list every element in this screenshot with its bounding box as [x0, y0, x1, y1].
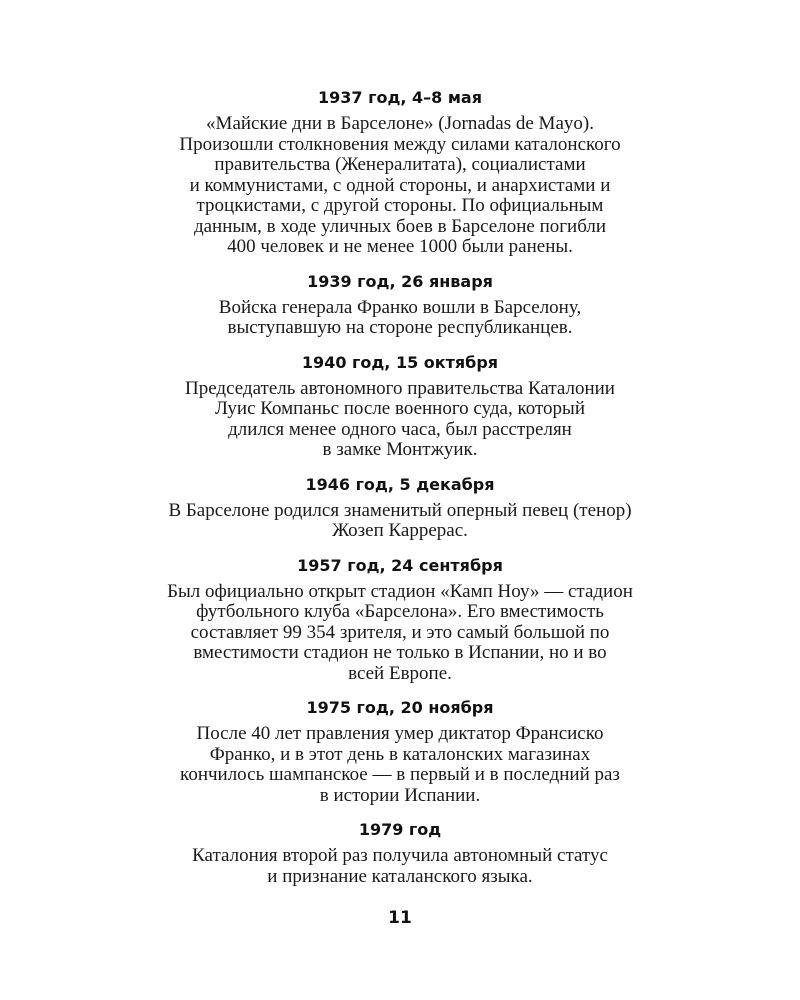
entry-heading: 1937 год, 4–8 мая	[317, 88, 482, 107]
text-line: Каталония второй раз получила автономный статус	[192, 845, 608, 866]
text-line: в истории Испании.	[319, 784, 481, 806]
text-line: 400 человек и не менее 1000 были ранены.	[227, 236, 573, 257]
timeline	[90, 86, 710, 899]
entry-heading: 1957 год, 24 сентября	[297, 555, 503, 575]
text-line: Жозеп Каррерас.	[332, 520, 468, 541]
text-line: Войска генерала Франко вошли в Барселону,	[218, 296, 582, 318]
text-line: Франко, и в этот день в каталонских магазинах	[209, 743, 591, 765]
entry-heading: 1975 год, 20 ноября	[306, 698, 494, 717]
text-line: и коммунистами, с одной стороны, и анархистами и	[189, 174, 611, 196]
entry-text	[90, 582, 710, 685]
text-line: троцкистами, с другой стороны. По официальным	[196, 195, 604, 216]
text-line: В Барселоне родился знаменитый оперный певец (тенор)	[168, 499, 632, 521]
timeline-entry	[90, 554, 710, 685]
timeline-entry	[90, 696, 710, 806]
text-line: выступавшую на стороне республиканцев.	[227, 317, 573, 338]
entry-heading: 1940 год, 15 октября	[301, 352, 499, 372]
entry-text	[90, 114, 710, 258]
text-line: всей Европе.	[348, 662, 452, 684]
entry-text	[90, 379, 710, 461]
entry-heading: 1946 год, 5 декабря	[305, 474, 495, 494]
timeline-entry	[90, 270, 710, 339]
timeline-entry	[90, 818, 710, 887]
entry-text	[90, 501, 710, 542]
text-line: «Майские дни в Барселоне» (Jornadas de Mayo).	[206, 113, 594, 134]
entry-heading: 1939 год, 26 января	[307, 271, 493, 291]
entry-text	[90, 724, 710, 806]
timeline-entry	[90, 473, 710, 542]
timeline-entry	[90, 86, 710, 258]
text-line: футбольного клуба «Барселона». Его вместимость	[196, 601, 604, 622]
text-line: кончилось шампанское — в первый и в последний раз	[180, 764, 620, 785]
text-line: Был официально открыт стадион «Камп Ноу» — стадион	[167, 580, 633, 602]
entry-text	[90, 846, 710, 887]
entry-heading: 1979 год	[358, 820, 442, 839]
text-line: вместимости стадион не только в Испании, но и во	[193, 642, 607, 663]
text-line: данным, в ходе уличных боев в Барселоне погибли	[193, 215, 607, 237]
text-line: длился менее одного часа, был расстрелян	[228, 418, 572, 440]
page-number: 11	[388, 908, 412, 928]
text-line: составляет 99 354 зрителя, и это самый большой по	[190, 621, 610, 643]
text-line: правительства (Женералитата), социалистами	[214, 154, 586, 175]
text-line: Председатель автономного правительства Каталонии	[185, 377, 615, 399]
text-line: Произошли столкновения между силами каталонского	[179, 133, 621, 155]
text-line: в замке Монтжуик.	[322, 439, 478, 460]
text-line: и признание каталанского языка.	[267, 865, 533, 887]
text-line: Луис Компаньс после военного суда, который	[214, 398, 585, 419]
text-line: После 40 лет правления умер диктатор Франсиско	[196, 723, 604, 744]
entry-text	[90, 298, 710, 339]
timeline-entry	[90, 351, 710, 461]
